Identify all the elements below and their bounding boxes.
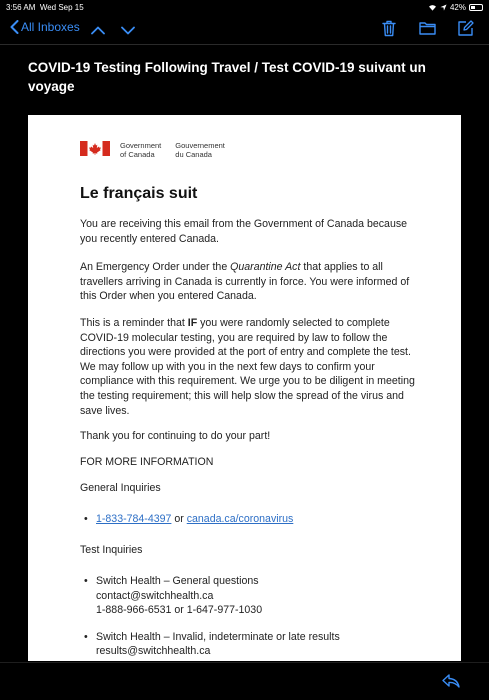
email-subject: COVID-19 Testing Following Travel / Test COVID-19 suivant un voyage [28,60,426,94]
battery-percent: 42% [449,3,466,12]
reply-button[interactable] [441,671,461,691]
mail-navigation-bar [0,16,489,42]
if-emphasis: IF [187,317,198,329]
p2-text-b: that applies to all travellers arriving in Canada is currently in force. You were informed of this Order when you entered Canada. [80,261,410,303]
trash-button[interactable] [379,18,399,38]
bottom-toolbar [0,662,489,700]
message-actions [379,18,475,38]
gov-name-en-line1: Government [120,141,162,150]
p2-text-a: An Emergency Order under the [80,261,231,273]
previous-message-button[interactable] [88,20,108,40]
back-button[interactable] [10,20,80,34]
location-icon [440,4,447,11]
phone-link[interactable]: 1-833-784-4397 [96,513,172,525]
contact-phone[interactable]: 1-888-966-6531 or 1-647-977-1030 [96,604,263,617]
message-arrows [88,20,138,40]
battery-level [471,6,475,9]
government-of-canada-logo [80,141,225,159]
list-item [80,512,420,527]
email-heading: Le français suit [80,185,198,202]
test-inquiries-list [80,574,420,659]
canada-website-link[interactable]: canada.ca/coronavirus [186,513,294,525]
next-message-button[interactable] [118,20,138,40]
general-inquiries-list [80,512,420,527]
status-time: 3:56 AM [6,3,36,12]
compose-icon [457,20,474,36]
list-item [80,630,420,659]
test-inquiries-label: Test Inquiries [80,544,143,556]
gov-name-fr-line2: du Canada [175,150,212,159]
canada-flag-icon [80,141,110,156]
paragraph-intro: You are receiving this email from the Government of Canada because you recently entered Canada. [80,218,408,245]
arrow-down-icon [121,26,135,35]
gov-name-french [175,141,225,159]
reply-icon [442,674,460,688]
paragraph-emergency-order [80,260,420,304]
quarantine-act-text: Quarantine Act [230,261,301,273]
status-date: Wed Sep 15 [39,3,84,12]
p3-text-b: you were randomly selected to complete COVID-19 molecular testing, you are required by law to follow the directions you were provided at the port of entry and complete the test. We may follow up with you in the next few days to confirm your compliance with this requirement. We urge you to be diligent in meeting the testing requirement; this will help slow the spread of the virus and save lives. [80,317,415,417]
list-item [80,574,420,618]
status-bar [0,0,489,14]
p3-text-a: This is a reminder that [80,317,188,329]
back-button-label: All Inboxes [21,20,80,34]
wifi-icon [428,4,437,11]
email-body [28,115,461,661]
arrow-up-icon [91,26,105,35]
more-info-heading: FOR MORE INFORMATION [80,456,214,468]
gov-name-fr-line1: Gouvernement [175,141,225,150]
compose-button[interactable] [455,18,475,38]
list-item-title: • Switch Health – General questions [96,575,259,587]
status-indicators [428,3,483,12]
paragraph-reminder [80,316,420,418]
status-time-date [6,3,84,12]
contact-email[interactable]: contact@switchhealth.ca [96,589,214,602]
gov-name-english [120,141,161,159]
paragraph-thanks: Thank you for continuing to do your part! [80,430,271,442]
nav-divider [0,44,489,45]
folder-icon [419,21,436,35]
chevron-left-icon [10,20,19,34]
gov-name-en-line2: of Canada [120,150,155,159]
trash-icon [382,20,396,37]
general-inquiries-label: General Inquiries [80,482,161,494]
list-item-title: • Switch Health – Invalid, indeterminate or late results [96,630,340,643]
move-to-folder-button[interactable] [417,18,437,38]
or-text: or [171,513,187,525]
battery-icon [469,4,483,11]
contact-email[interactable]: results@switchhealth.ca [96,645,211,658]
